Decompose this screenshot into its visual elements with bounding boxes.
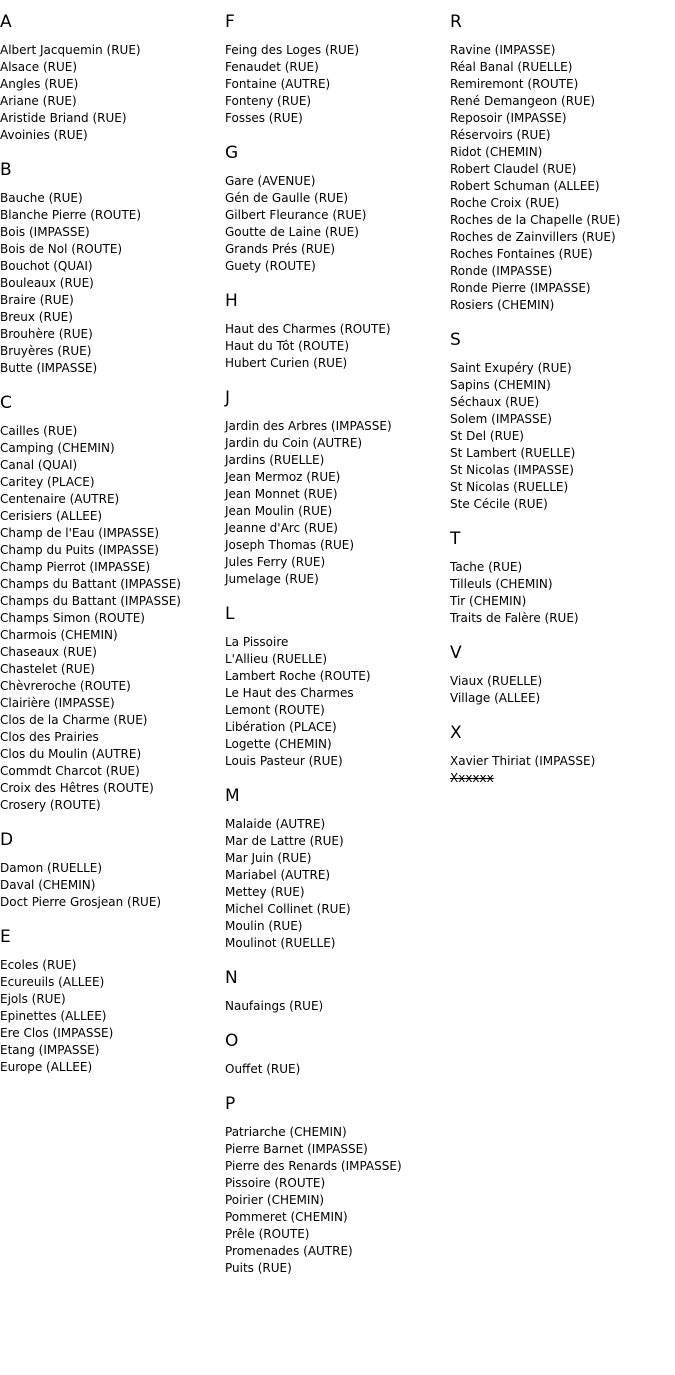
section-letter-heading: X bbox=[450, 723, 462, 743]
letter-section bbox=[450, 529, 675, 627]
street-list-item[interactable]: Haut des Charmes (ROUTE) bbox=[225, 322, 391, 336]
street-list-item[interactable]: Champ du Puits (IMPASSE) bbox=[0, 543, 159, 557]
letter-section bbox=[0, 160, 225, 377]
street-list-item[interactable]: Ecoles (RUE) bbox=[0, 958, 77, 972]
section-letter-heading: A bbox=[0, 12, 12, 32]
letter-section bbox=[225, 604, 450, 770]
section-letter-heading: D bbox=[0, 830, 14, 850]
letter-section bbox=[225, 291, 450, 372]
street-list-item[interactable]: Rosiers (CHEMIN) bbox=[450, 298, 555, 312]
street-list-item[interactable]: Ecureuils (ALLEE) bbox=[0, 975, 105, 989]
street-list-item[interactable]: Feing des Loges (RUE) bbox=[225, 43, 360, 57]
street-list-item[interactable]: Clairière (IMPASSE) bbox=[0, 696, 115, 710]
section-letter-heading: O bbox=[225, 1031, 239, 1051]
letter-section bbox=[450, 330, 675, 513]
street-list-item[interactable]: Réal Banal (RUELLE) bbox=[450, 60, 573, 74]
street-list bbox=[450, 42, 675, 314]
street-list bbox=[225, 998, 450, 1015]
street-list bbox=[225, 321, 450, 372]
street-list-item[interactable]: Caritey (PLACE) bbox=[0, 475, 95, 489]
street-list-item[interactable]: Mar Juin (RUE) bbox=[225, 851, 312, 865]
street-list bbox=[0, 860, 225, 911]
street-list-item[interactable]: Sapins (CHEMIN) bbox=[450, 378, 551, 392]
street-list bbox=[0, 190, 225, 377]
section-letter-heading: C bbox=[0, 393, 12, 413]
street-list-item[interactable]: Bois de Nol (ROUTE) bbox=[0, 242, 123, 256]
street-list-item[interactable]: Breux (RUE) bbox=[0, 310, 73, 324]
street-list-item[interactable]: Alsace (RUE) bbox=[0, 60, 78, 74]
street-list-item[interactable]: L'Allieu (RUELLE) bbox=[225, 652, 328, 666]
letter-section bbox=[225, 388, 450, 588]
street-list-item[interactable]: Mariabel (AUTRE) bbox=[225, 868, 331, 882]
street-list-item[interactable]: Remiremont (ROUTE) bbox=[450, 77, 579, 91]
street-list-item[interactable]: Roches Fontaines (RUE) bbox=[450, 247, 593, 261]
street-list bbox=[225, 418, 450, 588]
street-list bbox=[450, 753, 675, 787]
street-list-item[interactable]: Lambert Roche (ROUTE) bbox=[225, 669, 371, 683]
street-list-item[interactable]: Gén de Gaulle (RUE) bbox=[225, 191, 349, 205]
street-list-item[interactable]: Crosery (ROUTE) bbox=[0, 798, 101, 812]
street-list-item[interactable]: Malaide (AUTRE) bbox=[225, 817, 326, 831]
street-list-item[interactable]: Avoinies (RUE) bbox=[0, 128, 88, 142]
street-list-item[interactable]: Haut du Tôt (ROUTE) bbox=[225, 339, 350, 353]
street-list-item[interactable]: Cailles (RUE) bbox=[0, 424, 78, 438]
street-list-item[interactable]: Bois (IMPASSE) bbox=[0, 225, 90, 239]
section-letter-heading: R bbox=[450, 12, 462, 32]
street-list-item[interactable]: Chèvreroche (ROUTE) bbox=[0, 679, 131, 693]
street-list-item[interactable]: Le Haut des Charmes bbox=[225, 686, 354, 700]
street-list-item[interactable]: Ravine (IMPASSE) bbox=[450, 43, 556, 57]
street-list-item[interactable]: Camping (CHEMIN) bbox=[0, 441, 115, 455]
street-list-item[interactable]: Croix des Hêtres (ROUTE) bbox=[0, 781, 154, 795]
street-list-item[interactable]: Fosses (RUE) bbox=[225, 111, 303, 125]
letter-section bbox=[0, 12, 225, 144]
street-list-item[interactable]: Pierre des Renards (IMPASSE) bbox=[225, 1159, 402, 1173]
street-list-item[interactable]: Saint Exupéry (RUE) bbox=[450, 361, 572, 375]
street-list-item[interactable]: Jean Mermoz (RUE) bbox=[225, 470, 341, 484]
street-list-item[interactable]: Champs Simon (ROUTE) bbox=[0, 611, 145, 625]
street-list-item[interactable]: Bruyères (RUE) bbox=[0, 344, 92, 358]
section-letter-heading: E bbox=[0, 927, 11, 947]
street-list-item[interactable]: Village (ALLEE) bbox=[450, 691, 541, 705]
street-list-item[interactable]: Mar de Lattre (RUE) bbox=[225, 834, 344, 848]
street-list-item[interactable]: Ronde (IMPASSE) bbox=[450, 264, 553, 278]
letter-section bbox=[450, 723, 675, 787]
street-list-item[interactable]: Libération (PLACE) bbox=[225, 720, 337, 734]
section-letter-heading: J bbox=[225, 388, 231, 408]
street-list-item[interactable]: St Del (RUE) bbox=[450, 429, 524, 443]
street-list-item[interactable]: Jardin du Coin (AUTRE) bbox=[225, 436, 363, 450]
street-list bbox=[225, 1061, 450, 1078]
street-list-item[interactable]: Cerisiers (ALLEE) bbox=[0, 509, 103, 523]
section-letter-heading: P bbox=[225, 1094, 236, 1114]
street-index-column-1 bbox=[0, 0, 225, 1092]
street-list-item[interactable]: Séchaux (RUE) bbox=[450, 395, 540, 409]
street-list-item[interactable]: Roches de la Chapelle (RUE) bbox=[450, 213, 621, 227]
street-list-item[interactable]: Champ de l'Eau (IMPASSE) bbox=[0, 526, 160, 540]
street-list-item[interactable]: Brouhère (RUE) bbox=[0, 327, 93, 341]
street-list-item[interactable]: Ere Clos (IMPASSE) bbox=[0, 1026, 114, 1040]
street-list bbox=[450, 559, 675, 627]
street-list-item[interactable]: Commdt Charcot (RUE) bbox=[0, 764, 140, 778]
street-list-item[interactable]: Guety (ROUTE) bbox=[225, 259, 316, 273]
street-list-item[interactable]: Tir (CHEMIN) bbox=[450, 594, 527, 608]
street-list-item[interactable]: Epinettes (ALLEE) bbox=[0, 1009, 107, 1023]
street-list-item[interactable]: Jules Ferry (RUE) bbox=[225, 555, 326, 569]
letter-section bbox=[0, 393, 225, 814]
street-list-item[interactable]: Ouffet (RUE) bbox=[225, 1062, 301, 1076]
street-list bbox=[0, 42, 225, 144]
street-list-item[interactable]: Goutte de Laine (RUE) bbox=[225, 225, 359, 239]
street-list-item[interactable]: Clos du Moulin (AUTRE) bbox=[0, 747, 142, 761]
street-list-item[interactable]: Braire (RUE) bbox=[0, 293, 74, 307]
street-list-item[interactable]: Bouchot (QUAI) bbox=[0, 259, 93, 273]
section-letter-heading: F bbox=[225, 12, 235, 32]
letter-section bbox=[450, 12, 675, 314]
street-list-item[interactable]: Champs du Battant (IMPASSE) bbox=[0, 594, 181, 608]
street-list-item[interactable]: Hubert Curien (RUE) bbox=[225, 356, 348, 370]
street-list-item[interactable]: Albert Jacquemin (RUE) bbox=[0, 43, 141, 57]
street-list-item[interactable]: Doct Pierre Grosjean (RUE) bbox=[0, 895, 162, 909]
letter-section bbox=[225, 786, 450, 952]
street-list-item[interactable]: Logette (CHEMIN) bbox=[225, 737, 332, 751]
street-list-item[interactable]: Prêle (ROUTE) bbox=[225, 1227, 310, 1241]
street-list-item[interactable]: Grands Prés (RUE) bbox=[225, 242, 336, 256]
street-list-item[interactable]: Naufaings (RUE) bbox=[225, 999, 324, 1013]
street-list-item[interactable]: Solem (IMPASSE) bbox=[450, 412, 552, 426]
street-list-item[interactable]: Réservoirs (RUE) bbox=[450, 128, 551, 142]
street-list-item[interactable]: Chastelet (RUE) bbox=[0, 662, 95, 676]
street-list-item[interactable]: Tache (RUE) bbox=[450, 560, 523, 574]
street-list-item[interactable]: Tilleuls (CHEMIN) bbox=[450, 577, 553, 591]
letter-section bbox=[0, 927, 225, 1076]
street-list-item[interactable]: Fenaudet (RUE) bbox=[225, 60, 319, 74]
street-list-item[interactable]: Patriarche (CHEMIN) bbox=[225, 1125, 347, 1139]
street-list-item[interactable]: La Pissoire bbox=[225, 635, 289, 649]
street-list-item[interactable]: Jeanne d'Arc (RUE) bbox=[225, 521, 338, 535]
street-list-item[interactable]: Jean Moulin (RUE) bbox=[225, 504, 333, 518]
street-list-item[interactable]: Bouleaux (RUE) bbox=[0, 276, 94, 290]
street-list-item[interactable]: Ejols (RUE) bbox=[0, 992, 66, 1006]
street-list-item[interactable]: Jumelage (RUE) bbox=[225, 572, 319, 586]
section-letter-heading: T bbox=[450, 529, 461, 549]
section-letter-heading: H bbox=[225, 291, 238, 311]
street-list-item[interactable]: Clos des Prairies bbox=[0, 730, 99, 744]
section-letter-heading: G bbox=[225, 143, 239, 163]
street-list-item[interactable]: Europe (ALLEE) bbox=[0, 1060, 93, 1074]
letter-section bbox=[225, 12, 450, 127]
street-list-item[interactable]: Champs du Battant (IMPASSE) bbox=[0, 577, 181, 591]
letter-section bbox=[0, 830, 225, 911]
street-list-item[interactable]: Ridot (CHEMIN) bbox=[450, 145, 543, 159]
street-list bbox=[0, 423, 225, 814]
street-list-item[interactable]: Xxxxxx bbox=[450, 771, 494, 785]
street-list-item[interactable]: Charmois (CHEMIN) bbox=[0, 628, 118, 642]
street-list-item[interactable]: Reposoir (IMPASSE) bbox=[450, 111, 567, 125]
street-list-item[interactable]: Jean Monnet (RUE) bbox=[225, 487, 338, 501]
street-list-item[interactable]: Champ Pierrot (IMPASSE) bbox=[0, 560, 151, 574]
street-list-item[interactable]: Chaseaux (RUE) bbox=[0, 645, 97, 659]
street-list-item[interactable]: Poirier (CHEMIN) bbox=[225, 1193, 325, 1207]
street-list-item[interactable]: Jardin des Arbres (IMPASSE) bbox=[225, 419, 392, 433]
street-index-column-3 bbox=[450, 0, 675, 803]
street-list-item[interactable]: Aristide Briand (RUE) bbox=[0, 111, 127, 125]
street-list-item[interactable]: Mettey (RUE) bbox=[225, 885, 305, 899]
street-list-item[interactable]: Louis Pasteur (RUE) bbox=[225, 754, 343, 768]
section-letter-heading: N bbox=[225, 968, 238, 988]
street-list-item[interactable]: Butte (IMPASSE) bbox=[0, 361, 98, 375]
street-list-item[interactable]: Gilbert Fleurance (RUE) bbox=[225, 208, 367, 222]
street-index-column-2 bbox=[225, 0, 450, 1293]
street-list-item[interactable]: Daval (CHEMIN) bbox=[0, 878, 96, 892]
street-list-item[interactable]: Fonteny (RUE) bbox=[225, 94, 312, 108]
street-list-item[interactable]: Bauche (RUE) bbox=[0, 191, 83, 205]
street-list-item[interactable]: Canal (QUAI) bbox=[0, 458, 78, 472]
street-list-item[interactable]: Fontaine (AUTRE) bbox=[225, 77, 331, 91]
street-list-item[interactable]: Traits de Falère (RUE) bbox=[450, 611, 579, 625]
street-list bbox=[225, 1124, 450, 1277]
street-list-item[interactable]: Joseph Thomas (RUE) bbox=[225, 538, 355, 552]
street-list-item[interactable]: Lemont (ROUTE) bbox=[225, 703, 325, 717]
street-list-item[interactable]: Pommeret (CHEMIN) bbox=[225, 1210, 348, 1224]
street-list-item[interactable]: Damon (RUELLE) bbox=[0, 861, 103, 875]
street-list bbox=[450, 360, 675, 513]
letter-section bbox=[450, 643, 675, 707]
section-letter-heading: V bbox=[450, 643, 462, 663]
street-list-item[interactable]: Pierre Barnet (IMPASSE) bbox=[225, 1142, 368, 1156]
street-list-item[interactable]: St Nicolas (IMPASSE) bbox=[450, 463, 574, 477]
letter-section bbox=[225, 143, 450, 275]
street-list bbox=[225, 816, 450, 952]
street-list bbox=[225, 42, 450, 127]
letter-section bbox=[225, 1031, 450, 1078]
street-list-item[interactable]: Pissoire (ROUTE) bbox=[225, 1176, 326, 1190]
street-list-item[interactable]: Ste Cécile (RUE) bbox=[450, 497, 548, 511]
street-list-item[interactable]: Jardins (RUELLE) bbox=[225, 453, 325, 467]
street-list-item[interactable]: Moulinot (RUELLE) bbox=[225, 936, 336, 950]
street-list-item[interactable]: Roches de Zainvillers (RUE) bbox=[450, 230, 616, 244]
street-list-item[interactable]: Viaux (RUELLE) bbox=[450, 674, 543, 688]
street-list-item[interactable]: Promenades (AUTRE) bbox=[225, 1244, 353, 1258]
street-list bbox=[225, 634, 450, 770]
section-letter-heading: L bbox=[225, 604, 235, 624]
street-list-item[interactable]: Clos de la Charme (RUE) bbox=[0, 713, 148, 727]
street-list-item[interactable]: Ariane (RUE) bbox=[0, 94, 77, 108]
street-list-item[interactable]: Gare (AVENUE) bbox=[225, 174, 316, 188]
street-list bbox=[0, 957, 225, 1076]
street-list-item[interactable]: Etang (IMPASSE) bbox=[0, 1043, 100, 1057]
street-list bbox=[225, 173, 450, 275]
street-list-item[interactable]: René Demangeon (RUE) bbox=[450, 94, 596, 108]
letter-section bbox=[225, 968, 450, 1015]
street-list-item[interactable]: Blanche Pierre (ROUTE) bbox=[0, 208, 142, 222]
street-list bbox=[450, 673, 675, 707]
street-list-item[interactable]: Michel Collinet (RUE) bbox=[225, 902, 351, 916]
section-letter-heading: B bbox=[0, 160, 12, 180]
street-list-item[interactable]: Angles (RUE) bbox=[0, 77, 79, 91]
letter-section bbox=[225, 1094, 450, 1277]
section-letter-heading: S bbox=[450, 330, 461, 350]
street-list-item[interactable]: Xavier Thiriat (IMPASSE) bbox=[450, 754, 596, 768]
street-list-item[interactable]: Robert Schuman (ALLEE) bbox=[450, 179, 600, 193]
street-list-item[interactable]: Centenaire (AUTRE) bbox=[0, 492, 120, 506]
street-list-item[interactable]: Roche Croix (RUE) bbox=[450, 196, 560, 210]
street-list-item[interactable]: Moulin (RUE) bbox=[225, 919, 303, 933]
section-letter-heading: M bbox=[225, 786, 240, 806]
street-list-item[interactable]: Puits (RUE) bbox=[225, 1261, 292, 1275]
street-list-item[interactable]: Robert Claudel (RUE) bbox=[450, 162, 577, 176]
street-list-item[interactable]: Ronde Pierre (IMPASSE) bbox=[450, 281, 591, 295]
street-list-item[interactable]: St Nicolas (RUELLE) bbox=[450, 480, 569, 494]
street-list-item[interactable]: St Lambert (RUELLE) bbox=[450, 446, 576, 460]
